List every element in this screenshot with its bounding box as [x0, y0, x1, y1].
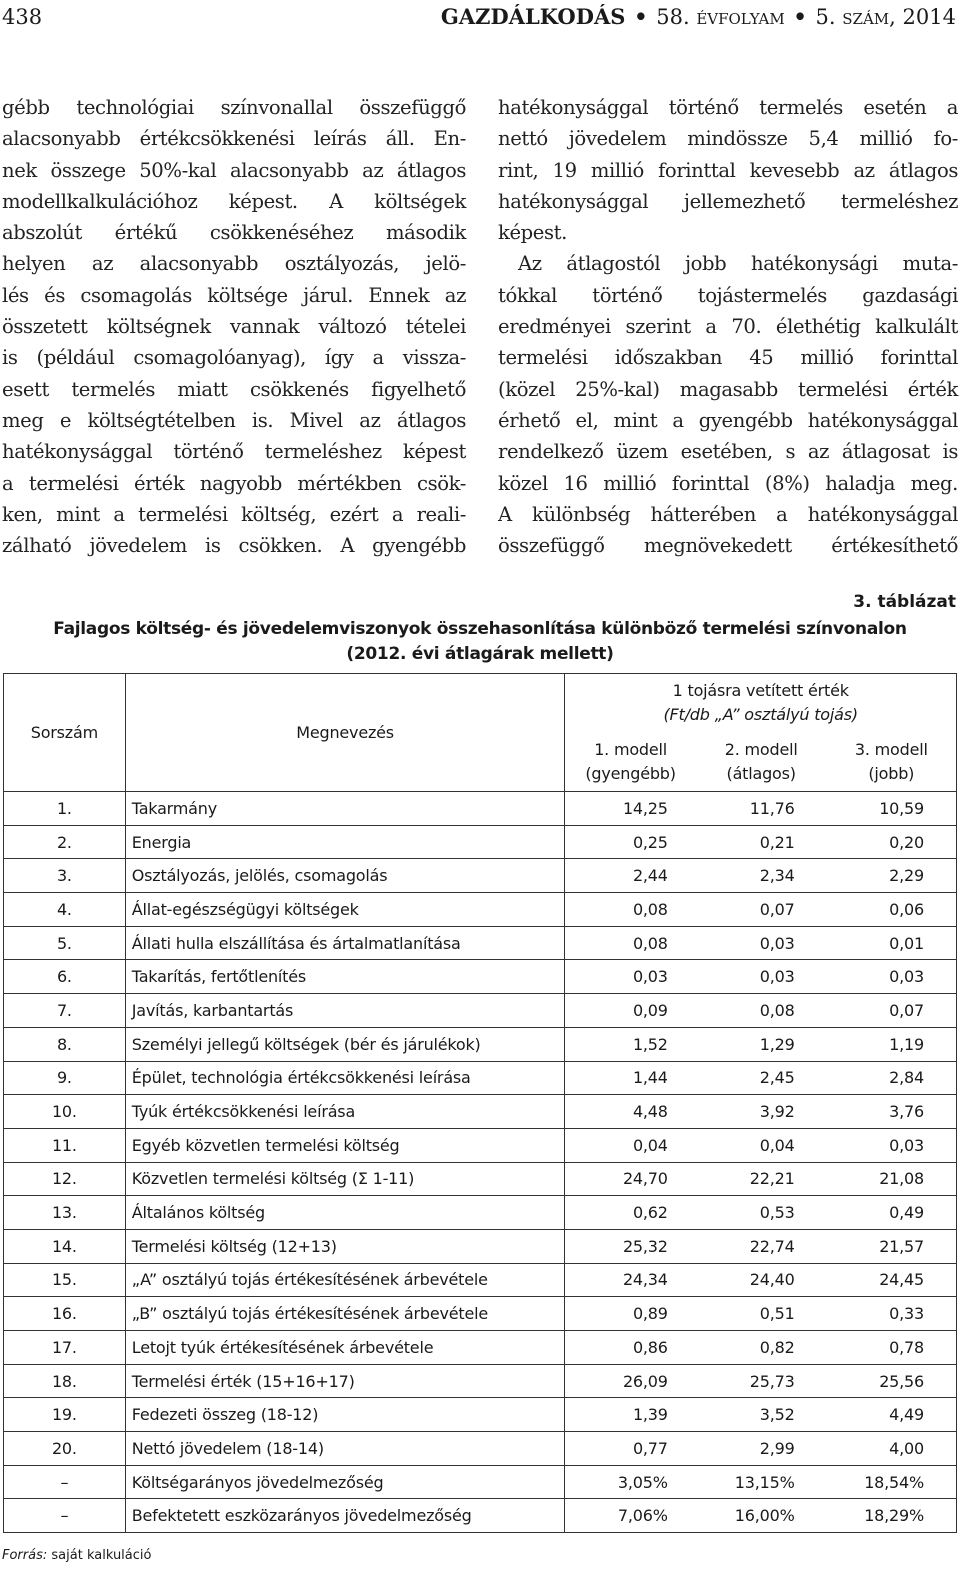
row-number: – [4, 1499, 126, 1533]
table-row [4, 893, 957, 927]
text-line: A különbség hátterében a hatékonysággal [498, 502, 958, 526]
value-model-1: 24,70 [565, 1162, 696, 1196]
table-body [4, 792, 957, 1533]
value-model-2: 1,29 [696, 1027, 827, 1061]
value-model-3: 4,00 [827, 1432, 957, 1466]
value-model-3: 0,03 [827, 960, 957, 994]
header-model-2 [696, 733, 827, 792]
row-name: Személyi jellegű költségek (bér és járulékok) [125, 1027, 565, 1061]
row-name: Fedezeti összeg (18-12) [125, 1398, 565, 1432]
value-model-3: 0,20 [827, 825, 957, 859]
table-row [4, 1398, 957, 1432]
table-row [4, 1465, 957, 1499]
text-line: hatékonysággal jellemezhető termeléshez [498, 189, 958, 213]
text-line: Az átlagostól jobb hatékonysági muta- [518, 252, 958, 276]
value-model-3: 3,76 [827, 1095, 957, 1129]
model-desc: (jobb) [868, 763, 915, 783]
row-number: 8. [4, 1027, 126, 1061]
value-model-1: 0,08 [565, 893, 696, 927]
row-name: Állati hulla elszállítása és ártalmatlanítása [125, 926, 565, 960]
table-row [4, 1263, 957, 1297]
table-row [4, 926, 957, 960]
table-subtitle-line: (2012. évi átlagárak mellett) [346, 644, 614, 664]
table-row [4, 960, 957, 994]
text-line: gébb technológiai színvonallal összefüggő [2, 96, 466, 119]
value-model-2: 3,92 [696, 1095, 827, 1129]
row-number: 18. [4, 1364, 126, 1398]
row-number: 6. [4, 960, 126, 994]
row-name: Közvetlen termelési költség (Σ 1-11) [125, 1162, 565, 1196]
row-number: 2. [4, 825, 126, 859]
value-model-3: 1,19 [827, 1027, 957, 1061]
row-number: 17. [4, 1331, 126, 1365]
row-name: Takarítás, fertőtlenítés [125, 960, 565, 994]
value-model-1: 7,06% [565, 1499, 696, 1533]
value-model-1: 0,62 [565, 1196, 696, 1230]
text-line: (közel 25%-kal) magasabb termelési érték [498, 377, 958, 401]
value-model-2: 2,45 [696, 1061, 827, 1095]
table-row [4, 1196, 957, 1230]
text-line: helyen az alacsonyabb osztályozás, jelö- [2, 252, 466, 276]
table-row [4, 1364, 957, 1398]
value-model-2: 22,21 [696, 1162, 827, 1196]
header-group [565, 674, 957, 733]
table-row [4, 859, 957, 893]
issue-number: 5. [815, 5, 836, 29]
text-line: meg e költségtételben is. Mivel az átlagos [2, 408, 466, 432]
value-model-2: 0,08 [696, 994, 827, 1028]
model-name: 3. modell [854, 739, 928, 759]
header-group-unit: (Ft/db „A” osztályú tojás) [663, 705, 858, 725]
table-title-line: Fajlagos költség- és jövedelemviszonyok összehasonlítása különböző termelési színvonalon [53, 619, 907, 639]
model-desc: (átlagos) [726, 763, 796, 783]
value-model-3: 0,03 [827, 1128, 957, 1162]
running-header [2, 4, 956, 38]
value-model-2: 0,03 [696, 926, 827, 960]
table-row [4, 1229, 957, 1263]
bullet-separator: • [634, 4, 648, 29]
value-model-1: 0,09 [565, 994, 696, 1028]
text-line: eredményei szerint a 70. élethétig kalkulált [498, 315, 958, 339]
table-header [4, 674, 957, 792]
header-sorszam: Sorszám [4, 674, 126, 792]
table-row [4, 1027, 957, 1061]
table-label: 3. táblázat [853, 592, 956, 612]
table-row [4, 1095, 957, 1129]
table-row [4, 994, 957, 1028]
text-line: érhető el, mint a gyengébb hatékonysággal [498, 408, 958, 432]
journal-line [441, 4, 956, 29]
right-text-column [498, 92, 958, 561]
value-model-3: 0,01 [827, 926, 957, 960]
model-name: 1. modell [594, 739, 668, 759]
text-line: tókkal történő tojástermelés gazdasági [498, 283, 958, 307]
value-model-2: 0,51 [696, 1297, 827, 1331]
journal-title: GAZDÁLKODÁS [440, 4, 626, 29]
row-number: 11. [4, 1128, 126, 1162]
table-row [4, 1128, 957, 1162]
value-model-3: 0,49 [827, 1196, 957, 1230]
value-model-2: 11,76 [696, 792, 827, 826]
row-name: Állat-egészségügyi költségek [125, 893, 565, 927]
model-desc: (gyengébb) [585, 763, 676, 783]
value-model-1: 14,25 [565, 792, 696, 826]
table-row [4, 1432, 957, 1466]
value-model-3: 0,33 [827, 1297, 957, 1331]
row-name: Energia [125, 825, 565, 859]
row-name: Nettó jövedelem (18-14) [125, 1432, 565, 1466]
value-model-3: 24,45 [827, 1263, 957, 1297]
value-model-1: 3,05% [565, 1465, 696, 1499]
text-line: összetett költségnek vannak változó tételei [2, 315, 466, 339]
row-name: Tyúk értékcsökkenési leírása [125, 1095, 565, 1129]
value-model-3: 10,59 [827, 792, 957, 826]
value-model-2: 25,73 [696, 1364, 827, 1398]
value-model-3: 18,29% [827, 1499, 957, 1533]
row-number: 14. [4, 1229, 126, 1263]
value-model-2: 2,99 [696, 1432, 827, 1466]
row-number: 1. [4, 792, 126, 826]
row-number: – [4, 1465, 126, 1499]
value-model-3: 25,56 [827, 1364, 957, 1398]
row-number: 5. [4, 926, 126, 960]
year: 2014 [902, 5, 956, 29]
row-number: 10. [4, 1095, 126, 1129]
row-number: 7. [4, 994, 126, 1028]
row-name: Takarmány [125, 792, 565, 826]
value-model-3: 2,84 [827, 1061, 957, 1095]
source-note [2, 1548, 151, 1563]
row-name: Termelési költség (12+13) [125, 1229, 565, 1263]
volume-word: évfolyam [696, 5, 785, 29]
table-row [4, 1061, 957, 1095]
row-name: Épület, technológia értékcsökkenési leírása [125, 1061, 565, 1095]
issue-word: szám, [842, 5, 896, 29]
value-model-1: 2,44 [565, 859, 696, 893]
value-model-3: 21,08 [827, 1162, 957, 1196]
text-line: rendelkező üzem esetében, s az átlagosat is [498, 440, 958, 464]
value-model-3: 21,57 [827, 1229, 957, 1263]
value-model-2: 0,07 [696, 893, 827, 927]
row-number: 19. [4, 1398, 126, 1432]
table-row [4, 825, 957, 859]
left-text-column [2, 92, 466, 561]
value-model-1: 0,86 [565, 1331, 696, 1365]
text-line: hatékonysággal történő termeléshez képest [2, 440, 466, 464]
value-model-1: 25,32 [565, 1229, 696, 1263]
value-model-3: 18,54% [827, 1465, 957, 1499]
header-group-line: 1 tojásra vetített érték [672, 681, 849, 701]
header-model-3 [827, 733, 957, 792]
text-line: lés és csomagolás költsége járul. Ennek az [2, 283, 466, 307]
source-text: saját kalkuláció [51, 1548, 152, 1563]
row-name: „B” osztályú tojás értékesítésének árbevétele [125, 1297, 565, 1331]
row-name: Letojt tyúk értékesítésének árbevétele [125, 1331, 565, 1365]
table-row [4, 792, 957, 826]
text-line: termelési időszakban 45 millió forinttal [498, 346, 958, 370]
value-model-1: 0,77 [565, 1432, 696, 1466]
value-model-1: 1,52 [565, 1027, 696, 1061]
value-model-3: 2,29 [827, 859, 957, 893]
table-title [0, 617, 960, 667]
source-label: Forrás: [2, 1548, 48, 1563]
row-number: 4. [4, 893, 126, 927]
text-line: esett termelés miatt csökkenés figyelhető [2, 377, 466, 401]
value-model-2: 0,04 [696, 1128, 827, 1162]
value-model-2: 24,40 [696, 1263, 827, 1297]
row-name: „A” osztályú tojás értékesítésének árbevétele [125, 1263, 565, 1297]
value-model-2: 0,53 [696, 1196, 827, 1230]
value-model-1: 0,08 [565, 926, 696, 960]
value-model-2: 0,03 [696, 960, 827, 994]
value-model-2: 3,52 [696, 1398, 827, 1432]
text-line: képest. [498, 221, 567, 245]
page-number: 438 [2, 5, 43, 29]
value-model-2: 0,21 [696, 825, 827, 859]
text-line: a termelési érték nagyobb mértékben csök- [2, 471, 466, 495]
text-line: zálható jövedelem is csökken. A gyengébb [2, 534, 466, 558]
value-model-1: 0,03 [565, 960, 696, 994]
value-model-2: 0,82 [696, 1331, 827, 1365]
row-number: 13. [4, 1196, 126, 1230]
row-name: Osztályozás, jelölés, csomagolás [125, 859, 565, 893]
text-line: rint, 19 millió forinttal kevesebb az átlagos [498, 158, 958, 182]
row-number: 12. [4, 1162, 126, 1196]
value-model-1: 24,34 [565, 1263, 696, 1297]
value-model-3: 0,06 [827, 893, 957, 927]
row-name: Egyéb közvetlen termelési költség [125, 1128, 565, 1162]
value-model-2: 13,15% [696, 1465, 827, 1499]
header-model-1 [565, 733, 696, 792]
text-line: modellkalkulációhoz képest. A költségek [2, 189, 466, 213]
table-row [4, 1499, 957, 1533]
row-number: 16. [4, 1297, 126, 1331]
value-model-1: 4,48 [565, 1095, 696, 1129]
row-name: Befektetett eszközarányos jövedelmezőség [125, 1499, 565, 1533]
row-name: Költségarányos jövedelmezőség [125, 1465, 565, 1499]
value-model-1: 26,09 [565, 1364, 696, 1398]
row-number: 9. [4, 1061, 126, 1095]
volume-number: 58. [656, 5, 690, 29]
row-number: 20. [4, 1432, 126, 1466]
row-number: 3. [4, 859, 126, 893]
row-number: 15. [4, 1263, 126, 1297]
text-line: közel 16 millió forinttal (8%) haladja meg. [498, 471, 958, 495]
text-line: összefüggő megnövekedett értékesíthető [498, 534, 958, 558]
value-model-1: 1,39 [565, 1398, 696, 1432]
value-model-3: 4,49 [827, 1398, 957, 1432]
header-megnevezes: Megnevezés [125, 674, 565, 792]
value-model-1: 0,89 [565, 1297, 696, 1331]
value-model-1: 0,04 [565, 1128, 696, 1162]
value-model-3: 0,78 [827, 1331, 957, 1365]
text-line: abszolút értékű csökkenéséhez második [2, 221, 466, 245]
value-model-2: 2,34 [696, 859, 827, 893]
value-model-3: 0,07 [827, 994, 957, 1028]
table-row [4, 1162, 957, 1196]
bullet-separator: • [793, 4, 807, 29]
table-row [4, 1331, 957, 1365]
model-name: 2. modell [724, 739, 798, 759]
value-model-2: 16,00% [696, 1499, 827, 1533]
text-line: alacsonyabb értékcsökkenési leírás áll. En- [2, 127, 466, 151]
text-line: ken, mint a termelési költség, ezért a reali- [2, 502, 466, 526]
text-line: is (például csomagolóanyag), így a vissza- [2, 346, 466, 370]
comparison-table [3, 673, 957, 1533]
table-row [4, 1297, 957, 1331]
row-name: Javítás, karbantartás [125, 994, 565, 1028]
value-model-1: 1,44 [565, 1061, 696, 1095]
text-line: nettó jövedelem mindössze 5,4 millió fo- [498, 127, 958, 151]
text-line: hatékonysággal történő termelés esetén a [498, 96, 958, 119]
text-line: nek összege 50%-kal alacsonyabb az átlagos [2, 158, 466, 182]
row-name: Termelési érték (15+16+17) [125, 1364, 565, 1398]
value-model-2: 22,74 [696, 1229, 827, 1263]
row-name: Általános költség [125, 1196, 565, 1230]
value-model-1: 0,25 [565, 825, 696, 859]
